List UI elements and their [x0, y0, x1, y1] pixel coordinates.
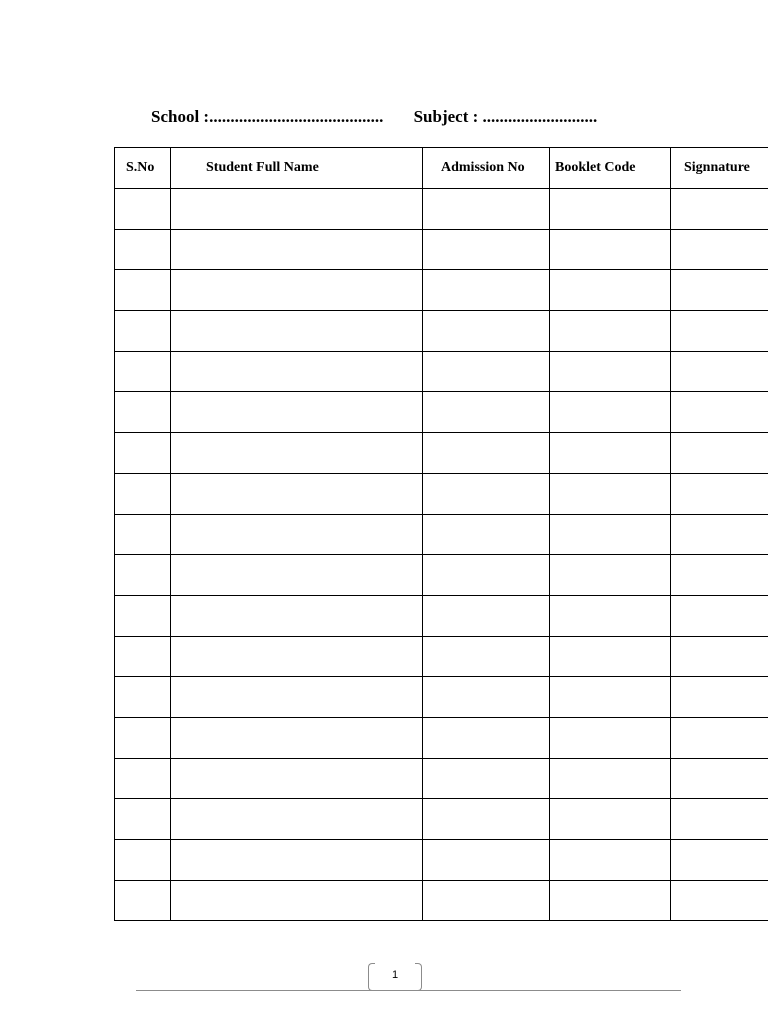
- table-row: [115, 311, 768, 352]
- table-row: [115, 351, 768, 392]
- table-row: [115, 555, 768, 596]
- table-body: [115, 189, 768, 921]
- cell-signature: [671, 392, 768, 433]
- cell-student-name: [171, 717, 423, 758]
- cell-sno: [115, 555, 171, 596]
- cell-booklet-code: [550, 799, 671, 840]
- cell-student-name: [171, 270, 423, 311]
- cell-signature: [671, 840, 768, 881]
- footer-rule: [136, 990, 681, 991]
- cell-student-name: [171, 229, 423, 270]
- cell-admission-no: [423, 392, 550, 433]
- school-field-label: School :.........................................: [151, 107, 384, 126]
- cell-booklet-code: [550, 311, 671, 352]
- cell-booklet-code: [550, 677, 671, 718]
- table-row: [115, 840, 768, 881]
- cell-student-name: [171, 473, 423, 514]
- cell-signature: [671, 555, 768, 596]
- form-header: [151, 107, 597, 127]
- cell-booklet-code: [550, 514, 671, 555]
- cell-booklet-code: [550, 555, 671, 596]
- table-row: [115, 717, 768, 758]
- cell-signature: [671, 758, 768, 799]
- cell-student-name: [171, 514, 423, 555]
- cell-admission-no: [423, 473, 550, 514]
- cell-booklet-code: [550, 229, 671, 270]
- cell-sno: [115, 270, 171, 311]
- table-row: [115, 677, 768, 718]
- cell-signature: [671, 270, 768, 311]
- cell-signature: [671, 189, 768, 230]
- cell-booklet-code: [550, 758, 671, 799]
- table-row: [115, 595, 768, 636]
- table-row: [115, 189, 768, 230]
- cell-student-name: [171, 189, 423, 230]
- cell-admission-no: [423, 229, 550, 270]
- cell-sno: [115, 717, 171, 758]
- cell-admission-no: [423, 514, 550, 555]
- cell-admission-no: [423, 311, 550, 352]
- cell-student-name: [171, 636, 423, 677]
- cell-signature: [671, 677, 768, 718]
- cell-admission-no: [423, 840, 550, 881]
- cell-booklet-code: [550, 270, 671, 311]
- subject-field-label: Subject : ...........................: [413, 107, 598, 126]
- cell-student-name: [171, 351, 423, 392]
- column-header-booklet-code: Booklet Code: [550, 148, 671, 189]
- cell-signature: [671, 799, 768, 840]
- cell-sno: [115, 229, 171, 270]
- cell-sno: [115, 189, 171, 230]
- cell-student-name: [171, 880, 423, 921]
- cell-student-name: [171, 433, 423, 474]
- cell-booklet-code: [550, 880, 671, 921]
- cell-booklet-code: [550, 595, 671, 636]
- table-row: [115, 229, 768, 270]
- cell-sno: [115, 311, 171, 352]
- cell-sno: [115, 433, 171, 474]
- cell-student-name: [171, 840, 423, 881]
- cell-signature: [671, 636, 768, 677]
- cell-booklet-code: [550, 189, 671, 230]
- cell-admission-no: [423, 799, 550, 840]
- table-row: [115, 473, 768, 514]
- cell-admission-no: [423, 758, 550, 799]
- cell-admission-no: [423, 270, 550, 311]
- cell-student-name: [171, 677, 423, 718]
- cell-sno: [115, 351, 171, 392]
- table-row: [115, 433, 768, 474]
- cell-booklet-code: [550, 433, 671, 474]
- cell-admission-no: [423, 189, 550, 230]
- cell-student-name: [171, 799, 423, 840]
- table-row: [115, 880, 768, 921]
- table-row: [115, 514, 768, 555]
- cell-signature: [671, 311, 768, 352]
- cell-sno: [115, 799, 171, 840]
- cell-signature: [671, 595, 768, 636]
- table-row: [115, 799, 768, 840]
- cell-signature: [671, 880, 768, 921]
- cell-signature: [671, 473, 768, 514]
- cell-sno: [115, 880, 171, 921]
- cell-sno: [115, 392, 171, 433]
- cell-admission-no: [423, 677, 550, 718]
- table-row: [115, 270, 768, 311]
- cell-booklet-code: [550, 351, 671, 392]
- cell-sno: [115, 758, 171, 799]
- cell-admission-no: [423, 595, 550, 636]
- cell-admission-no: [423, 433, 550, 474]
- cell-booklet-code: [550, 717, 671, 758]
- cell-booklet-code: [550, 392, 671, 433]
- column-header-sno: S.No: [115, 148, 171, 189]
- cell-student-name: [171, 392, 423, 433]
- cell-signature: [671, 433, 768, 474]
- column-header-signature: Signnature: [671, 148, 768, 189]
- cell-admission-no: [423, 351, 550, 392]
- cell-admission-no: [423, 880, 550, 921]
- page-number-tab: [368, 963, 422, 989]
- cell-signature: [671, 229, 768, 270]
- cell-student-name: [171, 595, 423, 636]
- table-row: [115, 392, 768, 433]
- cell-admission-no: [423, 636, 550, 677]
- cell-sno: [115, 595, 171, 636]
- cell-student-name: [171, 555, 423, 596]
- cell-admission-no: [423, 555, 550, 596]
- cell-student-name: [171, 758, 423, 799]
- column-header-student-name: Student Full Name: [171, 148, 423, 189]
- table-header: [115, 148, 768, 189]
- cell-booklet-code: [550, 840, 671, 881]
- column-header-admission-no: Admission No: [423, 148, 550, 189]
- cell-sno: [115, 636, 171, 677]
- student-register-table: [114, 147, 768, 921]
- cell-admission-no: [423, 717, 550, 758]
- cell-sno: [115, 677, 171, 718]
- header-row: [115, 148, 768, 189]
- cell-signature: [671, 717, 768, 758]
- cell-booklet-code: [550, 473, 671, 514]
- cell-sno: [115, 473, 171, 514]
- cell-student-name: [171, 311, 423, 352]
- table-row: [115, 636, 768, 677]
- table-row: [115, 758, 768, 799]
- cell-sno: [115, 840, 171, 881]
- cell-signature: [671, 351, 768, 392]
- cell-sno: [115, 514, 171, 555]
- cell-booklet-code: [550, 636, 671, 677]
- cell-signature: [671, 514, 768, 555]
- page-number: 1: [391, 969, 399, 981]
